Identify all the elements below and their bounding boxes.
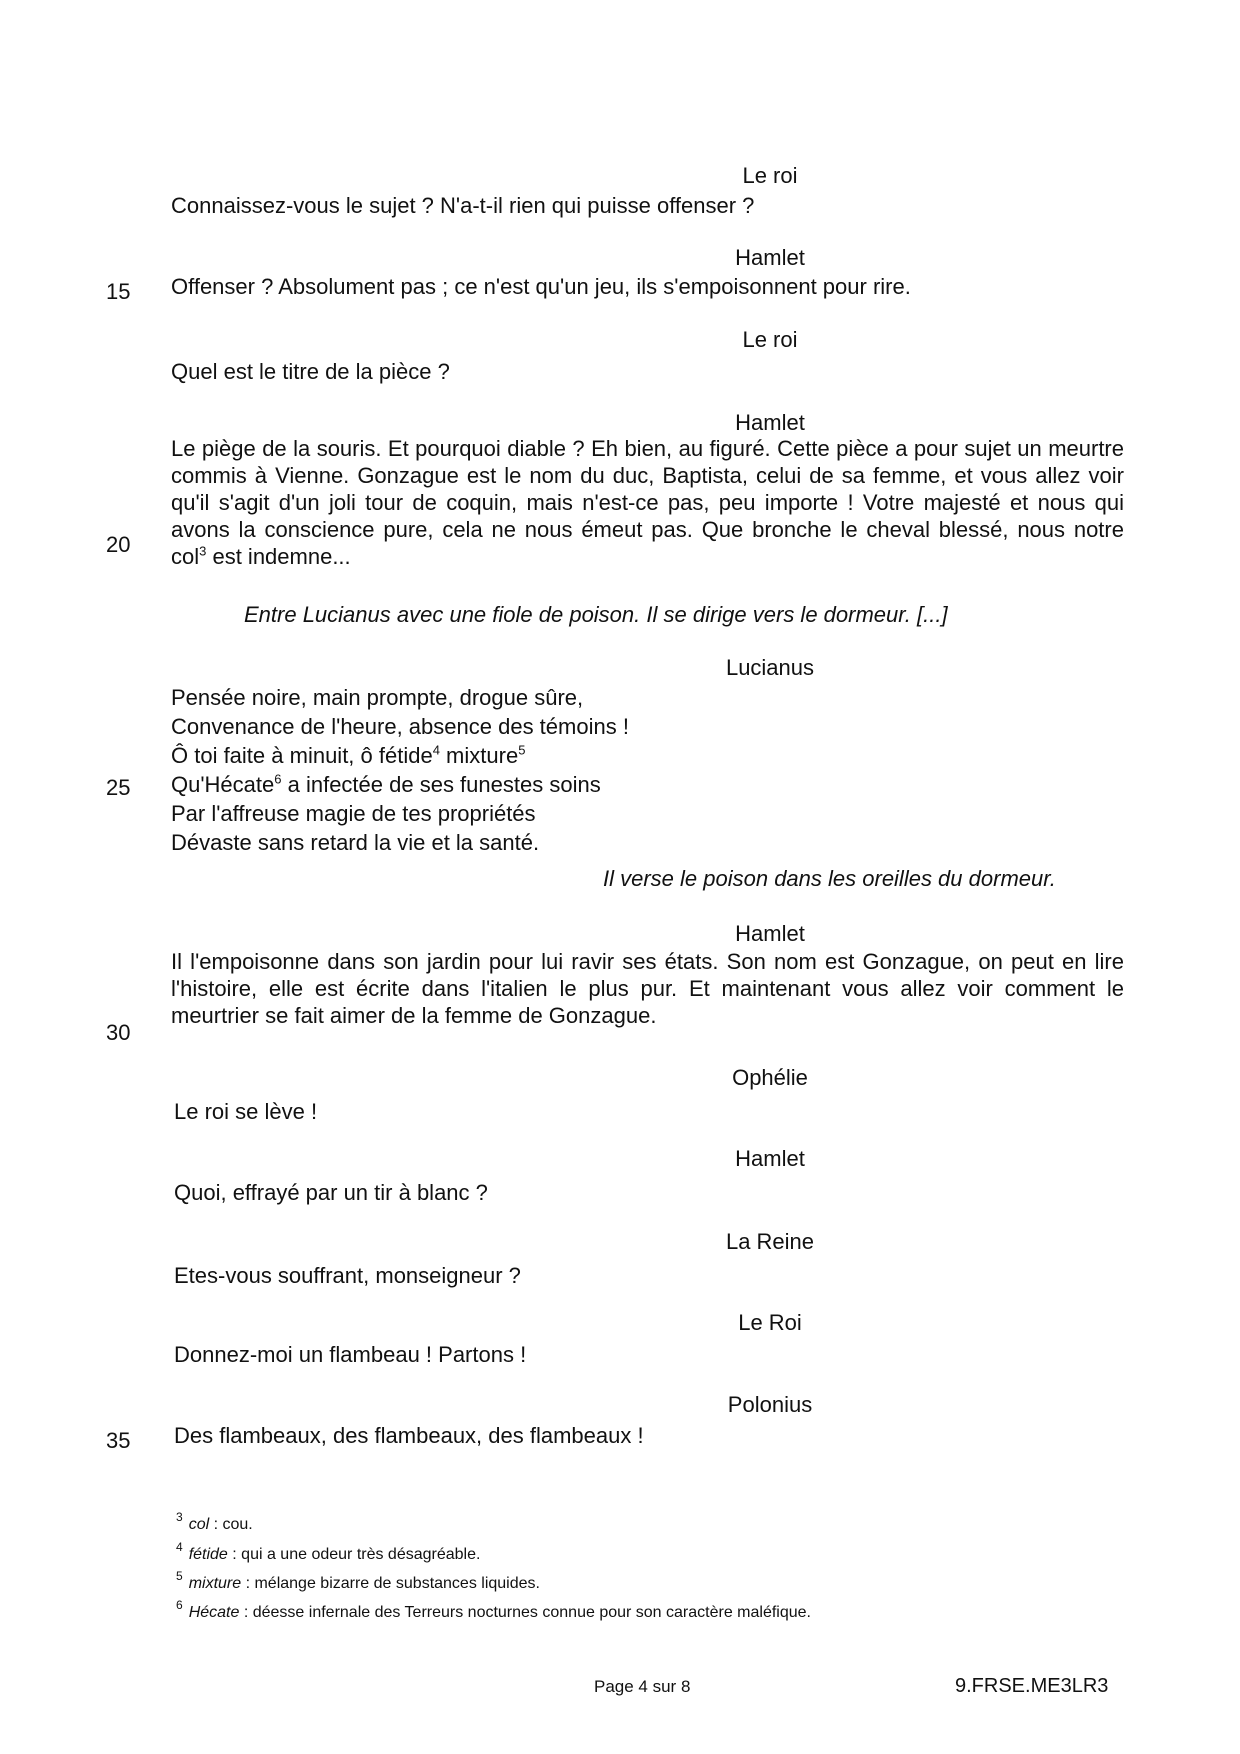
footnote-ref: 3: [199, 543, 207, 559]
verse-line: Par l'affreuse magie de tes propriétés: [171, 801, 536, 826]
speaker-name: Lucianus: [725, 655, 815, 680]
speaker-name: Hamlet: [735, 1146, 805, 1171]
verse-line: Pensée noire, main prompte, drogue sûre,: [171, 685, 584, 710]
footnote: [176, 1510, 253, 1534]
footnote: [176, 1598, 811, 1622]
footnote-term: Hécate: [188, 1604, 240, 1621]
footnote-ref: 6: [274, 771, 282, 787]
line-number: 30: [106, 1020, 131, 1045]
footnote-term: mixture: [188, 1575, 242, 1592]
dialogue-line: Quoi, effrayé par un tir à blanc ?: [174, 1180, 488, 1205]
verse-line: [171, 741, 629, 770]
speaker-name: Hamlet: [735, 921, 805, 946]
speaker-name: Le roi: [742, 163, 798, 188]
dialogue-line: Des flambeaux, des flambeaux, des flambeaux !: [174, 1423, 644, 1448]
footnote: [176, 1540, 481, 1564]
speaker-name: Polonius: [727, 1392, 813, 1417]
dialogue-line: Le roi se lève !: [174, 1099, 318, 1124]
footnote-term: fétide: [188, 1546, 228, 1563]
paragraph-text: Le piège de la souris. Et pourquoi diable ? Eh bien, au figuré. Cette pièce a pour sujet un meurtre commis à Vienne. Gonzague est le nom du duc, Baptista, celui de sa femme, et vous allez voir qu'il s'agit d'un joli tour de coquin, mais n'est-ce pas, peu importe ! Votre majesté et nous qui avons la conscience pure, cela ne nous émeut pas. Que bronche le cheval blessé, nous notre col: [171, 436, 1124, 569]
footnote: [176, 1569, 540, 1593]
footnote-number: 3: [176, 1510, 183, 1524]
stage-direction: Il verse le poison dans les oreilles du dormeur.: [603, 866, 1056, 891]
footnote-ref: 4: [432, 742, 440, 758]
dialogue-line: Etes-vous souffrant, monseigneur ?: [174, 1263, 521, 1288]
footnote-number: 4: [176, 1540, 183, 1554]
verse-line: [171, 770, 629, 799]
speaker-name: Ophélie: [732, 1065, 808, 1090]
verse-text: Ô toi faite à minuit, ô fétide: [171, 743, 433, 768]
footnote-term: col: [188, 1516, 210, 1533]
verse-line: Dévaste sans retard la vie et la santé.: [171, 830, 540, 855]
page-number: Page 4 sur 8: [594, 1677, 691, 1696]
paragraph-text: est indemne...: [206, 544, 351, 569]
footnote-ref: 5: [518, 742, 526, 758]
line-number: 20: [106, 532, 131, 557]
verse-text: Qu'Hécate: [171, 772, 275, 797]
footnote-number: 6: [176, 1598, 183, 1612]
footnote-definition: : cou.: [209, 1516, 253, 1533]
dialogue-line: Connaissez-vous le sujet ? N'a-t-il rien qui puisse offenser ?: [171, 193, 755, 218]
dialogue-line: Offenser ? Absolument pas ; ce n'est qu'un jeu, ils s'empoisonnent pour rire.: [171, 274, 911, 299]
line-number: 25: [106, 775, 131, 800]
dialogue-line: Donnez-moi un flambeau ! Partons !: [174, 1342, 527, 1367]
speaker-name: Le roi: [742, 327, 798, 352]
footnote-definition: : mélange bizarre de substances liquides.: [241, 1575, 540, 1592]
footnote-definition: : déesse infernale des Terreurs nocturnes connue pour son caractère maléfique.: [239, 1604, 811, 1621]
speaker-name: Hamlet: [735, 410, 805, 435]
footnote-number: 5: [176, 1569, 183, 1583]
verse-text: a infectée de ses funestes soins: [281, 772, 601, 797]
verse-text: mixture: [439, 743, 519, 768]
verse-block: [171, 683, 629, 857]
speaker-name: La Reine: [725, 1229, 815, 1254]
line-number: 15: [106, 279, 131, 304]
dialogue-paragraph: Il l'empoisonne dans son jardin pour lui ravir ses états. Son nom est Gonzague, on peut en lire l'histoire, elle est écrite dans l'italien le plus pur. Et maintenant vous allez voir comment le meurtrier se fait aimer de la femme de Gonzague.: [171, 949, 1124, 1028]
dialogue-line: Quel est le titre de la pièce ?: [171, 359, 450, 384]
line-number: 35: [106, 1428, 131, 1453]
document-code: 9.FRSE.ME3LR3: [955, 1675, 1109, 1697]
verse-line: Convenance de l'heure, absence des témoins !: [171, 714, 629, 739]
speaker-name: Le Roi: [738, 1310, 802, 1335]
speaker-name: Hamlet: [735, 245, 805, 270]
dialogue-paragraph: [171, 435, 1124, 570]
footnote-definition: : qui a une odeur très désagréable.: [227, 1546, 481, 1563]
stage-direction: Entre Lucianus avec une fiole de poison. Il se dirige vers le dormeur. [...]: [244, 602, 948, 627]
